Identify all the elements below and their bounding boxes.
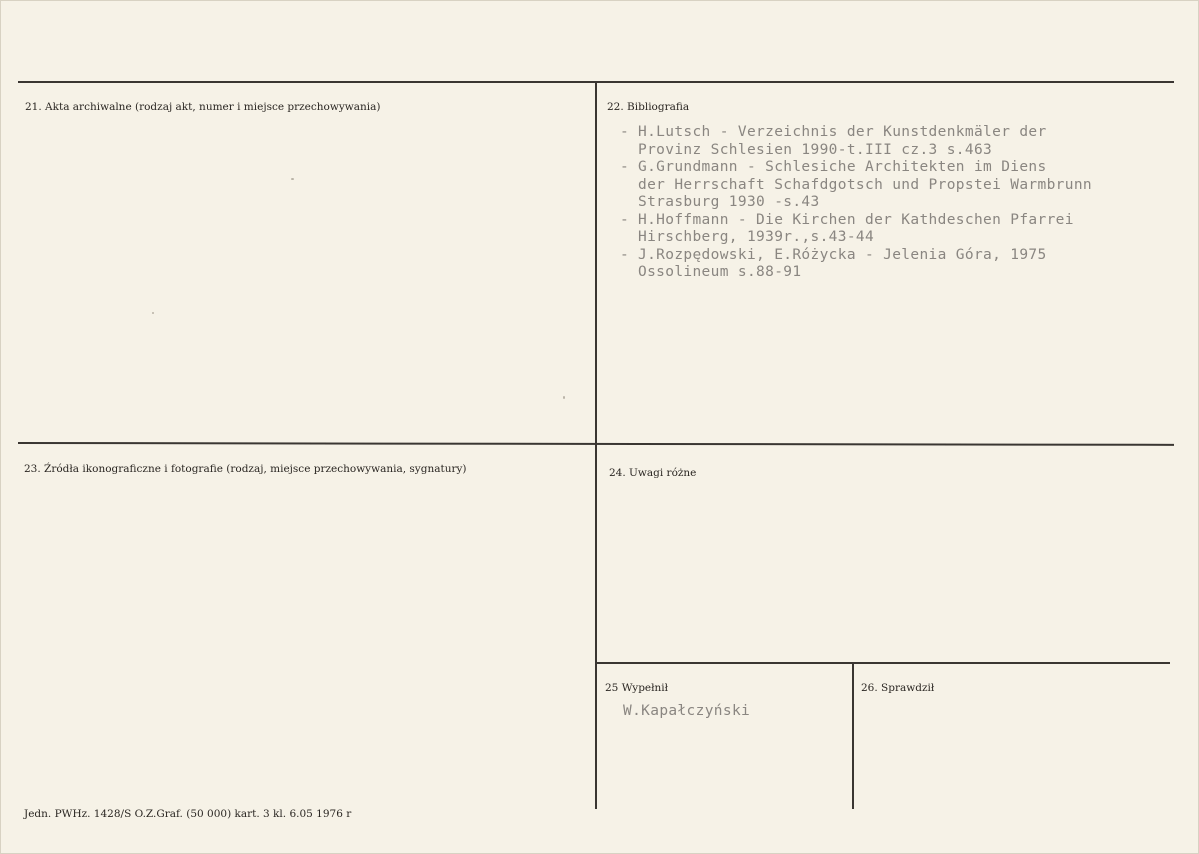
- entry-line: H.Lutsch - Verzeichnis der Kunstdenkmäler der: [638, 124, 1047, 140]
- entry-dash: -: [620, 159, 630, 175]
- entry-dash: -: [620, 124, 630, 140]
- bibliography-entry: [620, 159, 1092, 212]
- section-24-label: 24. Uwagi różne: [609, 467, 697, 479]
- entry-line: G.Grundmann - Schlesiche Architekten im Diens: [638, 159, 1047, 175]
- section-25-label: 25 Wypełnił: [605, 682, 669, 694]
- signature-divider: [852, 663, 854, 809]
- center-divider: [595, 81, 597, 809]
- paper-speck: [152, 312, 154, 314]
- entry-line: Hirschberg, 1939r.,s.43-44: [638, 229, 875, 245]
- print-footer: Jedn. PWHz. 1428/S O.Z.Graf. (50 000) kart. 3 kl. 6.05 1976 r: [24, 808, 352, 820]
- bibliography-list: [620, 124, 1092, 282]
- section-21-label: 21. Akta archiwalne (rodzaj akt, numer i miejsce przechowywania): [25, 101, 381, 113]
- entry-line: Provinz Schlesien 1990-t.III cz.3 s.463: [638, 141, 993, 158]
- paper-speck: [563, 396, 565, 399]
- bibliography-entry: [620, 212, 1092, 247]
- entry-dash: -: [620, 246, 630, 263]
- entry-dash: -: [620, 211, 630, 228]
- bibliography-entry: [620, 124, 1092, 159]
- entry-line: Ossolineum s.88-91: [638, 264, 802, 280]
- section-23-label: 23. Źródła ikonograficzne i fotografie (rodzaj, miejsce przechowywania, sygnatury): [24, 463, 467, 475]
- signature-rule: [597, 662, 1170, 664]
- filled-by-value: W.Kapałczyński: [623, 703, 751, 719]
- bibliography-entry: [620, 247, 1092, 282]
- paper-speck: [291, 178, 294, 180]
- entry-line: der Herrschaft Schafdgotsch und Propstei Warmbrunn: [638, 176, 1092, 193]
- section-22-label: 22. Bibliografia: [607, 101, 690, 113]
- entry-line: Strasburg 1930 -s.43: [638, 194, 820, 210]
- entry-line: H.Hoffmann - Die Kirchen der Kathdeschen Pfarrei: [638, 211, 1074, 228]
- section-26-label: 26. Sprawdził: [861, 682, 935, 694]
- entry-line: J.Rozpędowski, E.Różycka - Jelenia Góra, 1975: [638, 246, 1047, 263]
